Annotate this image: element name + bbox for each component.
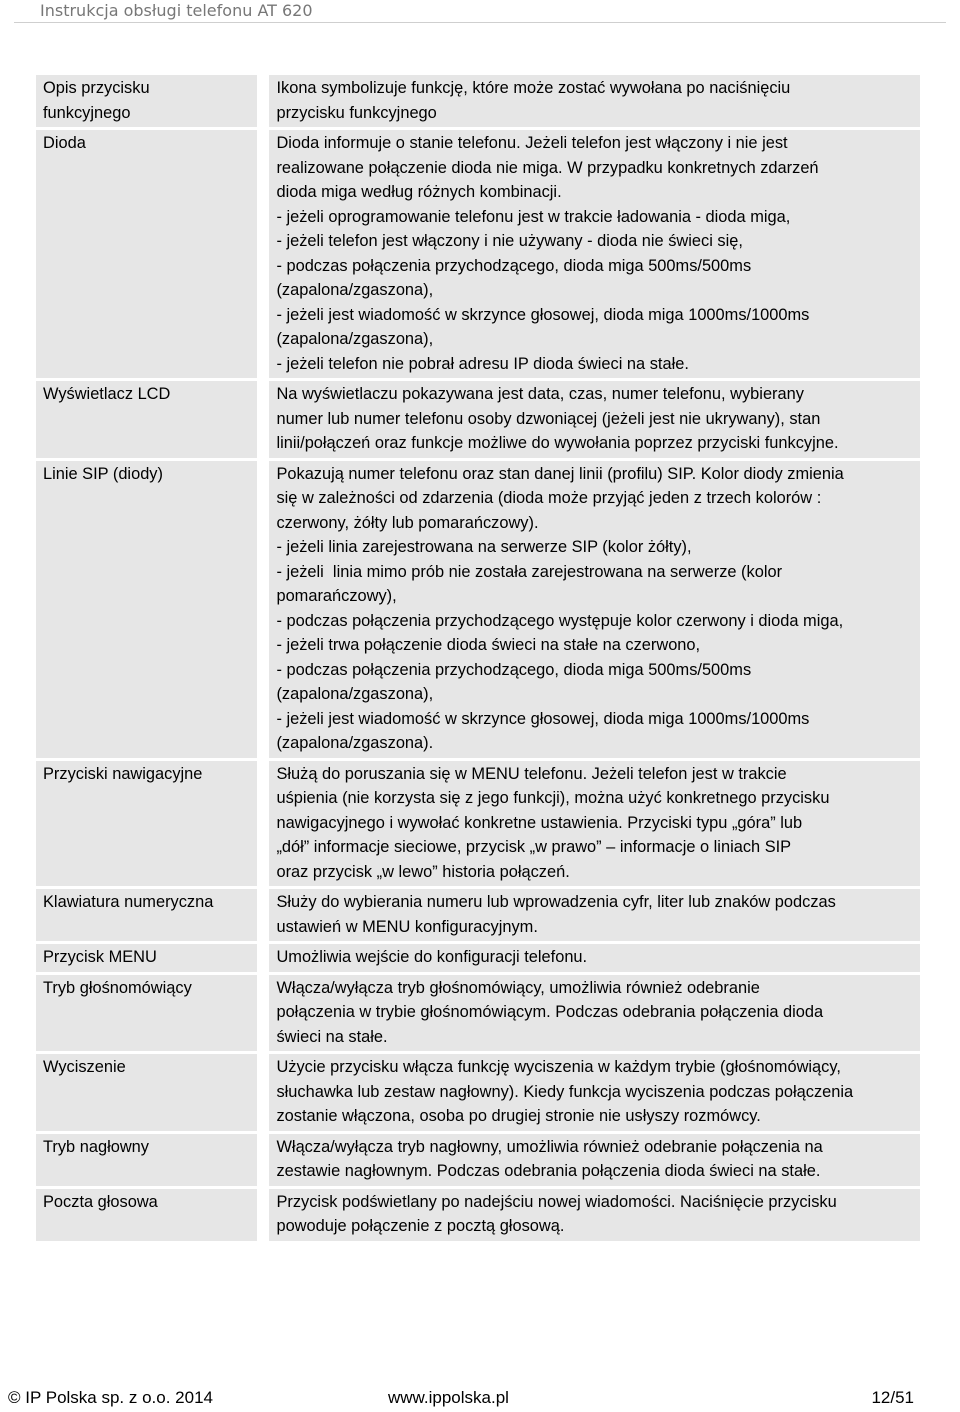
row-description-line: - podczas połączenia przychodzącego występuje kolor czerwony i dioda miga, <box>276 611 844 630</box>
row-description-line: dioda miga według różnych kombinacji. <box>276 183 562 201</box>
row-description-line: Pokazują numer telefonu oraz stan danej linii (profilu) SIP. Kolor diody zmienia <box>276 464 844 483</box>
row-description <box>269 1054 920 1131</box>
row-description-line: - jeżeli telefon nie pobrał adresu IP dioda świeci na stałe. <box>276 354 689 373</box>
footer-copyright: © IP Polska sp. z o.o. 2014 <box>8 1388 213 1407</box>
row-description-line: Włącza/wyłącza tryb nagłowny, umożliwia również odebranie połączenia na <box>276 1137 823 1156</box>
document-title: Instrukcja obsługi telefonu AT 620 <box>40 1 313 20</box>
row-description-line: realizowane połączenie dioda nie miga. W przypadku konkretnych zdarzeń <box>276 158 819 177</box>
row-label-line: Przycisk MENU <box>43 948 157 966</box>
row-description <box>269 381 920 458</box>
row-label-line: Klawiatura numeryczna <box>43 893 214 911</box>
row-description <box>269 761 920 887</box>
table-row <box>36 944 920 972</box>
row-label-line: Przyciski nawigacyjne <box>43 764 203 783</box>
row-label <box>36 381 269 458</box>
row-description <box>269 461 920 758</box>
row-label <box>36 1054 269 1131</box>
row-description-line: - jeżeli jest wiadomość w skrzynce głosowej, dioda miga 1000ms/1000ms <box>276 709 810 728</box>
row-description-line: Służą do poruszania się w MENU telefonu. Jeżeli telefon jest w trakcie <box>276 764 787 783</box>
row-description-line: się w zależności od zdarzenia (dioda może przyjąć jeden z trzech kolorów : <box>276 489 822 507</box>
row-description-line: (zapalona/zgaszona), <box>276 330 434 348</box>
row-label <box>36 889 269 941</box>
row-description-line: czerwony, żółty lub pomarańczowy). <box>276 513 539 532</box>
row-description-line: - jeżeli linia zarejestrowana na serwerze SIP (kolor żółty), <box>276 538 692 556</box>
row-label-line: Poczta głosowa <box>43 1192 158 1211</box>
row-description <box>269 889 920 941</box>
row-description-line: połączenia w trybie głośnomówiącym. Podczas odebrania połączenia dioda <box>276 1003 824 1021</box>
row-label <box>36 461 269 758</box>
table-row <box>36 381 920 458</box>
row-description-line: Włącza/wyłącza tryb głośnomówiący, umożliwia również odebranie <box>276 978 760 997</box>
row-label <box>36 75 269 127</box>
row-label-line: Tryb głośnomówiący <box>43 978 192 997</box>
row-label-line: Linie SIP (diody) <box>43 464 163 483</box>
row-description-line: Użycie przycisku włącza funkcję wyciszenia w każdym trybie (głośnomówiący, <box>276 1058 841 1076</box>
row-label-line: Tryb nagłowny <box>43 1137 149 1156</box>
function-table <box>36 72 920 1244</box>
table-row <box>36 75 920 127</box>
row-description-line: uśpienia (nie korzysta się z jego funkcji), można użyć konkretnego przycisku <box>276 789 830 807</box>
row-description-line: linii/połączeń oraz funkcje możliwe do wywołania poprzez przyciski funkcyjne. <box>276 434 839 452</box>
row-label-line: Opis przycisku <box>43 79 150 97</box>
row-description-line: świeci na stałe. <box>276 1027 388 1046</box>
row-label <box>36 130 269 378</box>
row-description <box>269 975 920 1052</box>
page-header <box>14 0 946 23</box>
page-footer <box>0 1386 960 1412</box>
row-description-line: (zapalona/zgaszona). <box>276 734 434 752</box>
row-label <box>36 1189 269 1241</box>
row-description-line: Służy do wybierania numeru lub wprowadzenia cyfr, liter lub znaków podczas <box>276 893 836 911</box>
row-description-line: oraz przycisk „w lewo” historia połączeń. <box>276 862 570 881</box>
row-description-line: - jeżeli jest wiadomość w skrzynce głosowej, dioda miga 1000ms/1000ms <box>276 305 810 324</box>
row-description <box>269 130 920 378</box>
row-description-line: - jeżeli linia mimo prób nie została zarejestrowana na serwerze (kolor <box>276 562 783 581</box>
row-label <box>36 1134 269 1186</box>
row-description <box>269 75 920 127</box>
row-label-line: Wyświetlacz LCD <box>43 385 171 403</box>
row-description-line: (zapalona/zgaszona), <box>276 685 434 703</box>
row-description-line: zestawie nagłownym. Podczas odebrania połączenia dioda świeci na stałe. <box>276 1162 821 1180</box>
row-description-line: „dół” informacje sieciowe, przycisk „w prawo” – informacje o liniach SIP <box>276 838 792 856</box>
table-row <box>36 975 920 1052</box>
row-description-line: słuchawka lub zestaw nagłowny). Kiedy funkcja wyciszenia podczas połączenia <box>276 1082 854 1101</box>
row-description-line: powoduje połączenie z pocztą głosową. <box>276 1217 565 1235</box>
row-description-line: - jeżeli trwa połączenie dioda świeci na stałe na czerwono, <box>276 636 701 654</box>
row-label <box>36 944 269 972</box>
table-row <box>36 1189 920 1241</box>
row-description-line: Umożliwia wejście do konfiguracji telefonu. <box>276 948 588 966</box>
row-description-line: nawigacyjnego i wywołać konkretne ustawienia. Przyciski typu „góra” lub <box>276 813 803 832</box>
row-description-line: przycisku funkcyjnego <box>276 103 437 122</box>
row-description-line: Ikona symbolizuje funkcję, które może zostać wywołana po naciśnięciu <box>276 79 791 97</box>
table-row <box>36 461 920 758</box>
row-description-line: - podczas połączenia przychodzącego, dioda miga 500ms/500ms <box>276 256 752 275</box>
row-label <box>36 975 269 1052</box>
row-description-line: (zapalona/zgaszona), <box>276 281 434 299</box>
row-label <box>36 761 269 887</box>
row-description-line: ustawień w MENU konfiguracyjnym. <box>276 917 538 936</box>
row-description-line: zostanie włączona, osoba po drugiej stronie nie usłyszy rozmówcy. <box>276 1107 761 1125</box>
row-label-line: funkcyjnego <box>43 103 131 122</box>
row-description-line: - podczas połączenia przychodzącego, dioda miga 500ms/500ms <box>276 660 752 679</box>
table-row <box>36 1134 920 1186</box>
row-description-line: numer lub numer telefonu osoby dzwoniącej (jeżeli jest nie ukrywany), stan <box>276 409 821 428</box>
footer-page-number: 12/51 <box>871 1388 914 1407</box>
row-description <box>269 1189 920 1241</box>
row-label-line: Dioda <box>43 134 86 152</box>
table-body <box>36 75 920 1241</box>
row-description-line: - jeżeli oprogramowanie telefonu jest w trakcie ładowania - dioda miga, <box>276 207 791 226</box>
table-row <box>36 130 920 378</box>
row-description-line: Na wyświetlaczu pokazywana jest data, czas, numer telefonu, wybierany <box>276 385 804 403</box>
row-description-line: Przycisk podświetlany po nadejściu nowej wiadomości. Naciśnięcie przycisku <box>276 1192 837 1211</box>
row-description <box>269 1134 920 1186</box>
table-row <box>36 1054 920 1131</box>
row-label-line: Wyciszenie <box>43 1058 126 1076</box>
row-description-line: Dioda informuje o stanie telefonu. Jeżeli telefon jest włączony i nie jest <box>276 134 788 152</box>
row-description-line: pomarańczowy), <box>276 587 397 605</box>
footer-website-link[interactable]: www.ippolska.pl <box>388 1388 509 1407</box>
row-description <box>269 944 920 972</box>
row-description-line: - jeżeli telefon jest włączony i nie używany - dioda nie świeci się, <box>276 232 743 250</box>
table-row <box>36 889 920 941</box>
table-row <box>36 761 920 887</box>
